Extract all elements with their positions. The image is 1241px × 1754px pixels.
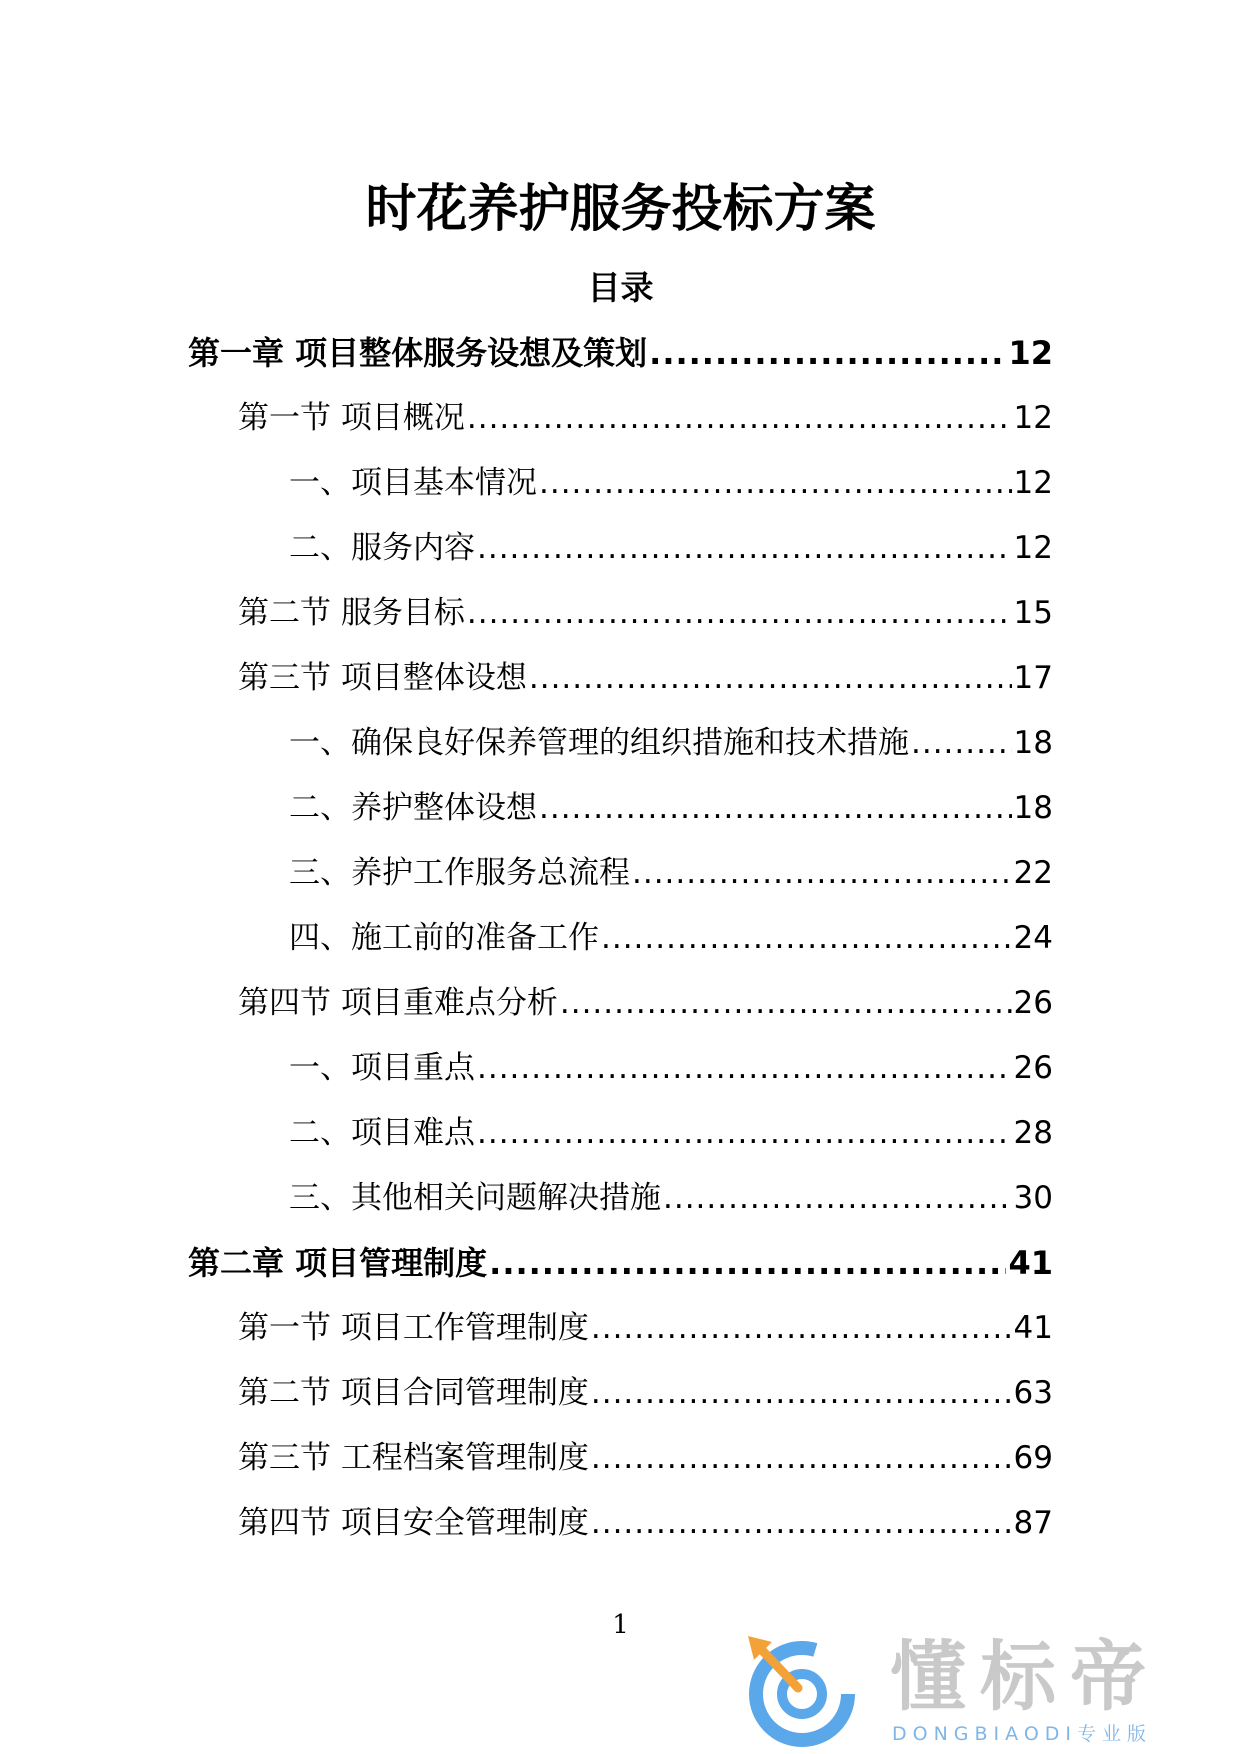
toc-entry-label: 第二节 项目合同管理制度 — [238, 1375, 589, 1411]
toc-entry-label: 第一节 项目概况 — [238, 400, 465, 436]
toc-entry-page: 63 — [1013, 1375, 1053, 1411]
toc-entry-page: 41 — [1013, 1310, 1053, 1346]
toc-leader-dots — [591, 1431, 1012, 1485]
toc-section-entry[interactable] — [188, 1301, 1053, 1366]
toc-leader-dots — [663, 1171, 1012, 1225]
toc-section-entry[interactable] — [188, 1496, 1053, 1561]
toc-entry-label: 第一节 项目工作管理制度 — [238, 1310, 589, 1346]
table-of-contents — [188, 326, 1053, 1561]
watermark — [740, 1630, 1220, 1750]
toc-section-entry[interactable] — [188, 976, 1053, 1041]
toc-entry-page: 22 — [1013, 855, 1053, 891]
toc-entry-label: 第四节 项目重难点分析 — [238, 985, 558, 1021]
toc-heading: 目录 — [587, 268, 654, 307]
toc-subsection-entry[interactable] — [188, 846, 1053, 911]
toc-leader-dots — [591, 1366, 1012, 1420]
toc-entry-label: 三、其他相关问题解决措施 — [289, 1180, 661, 1216]
toc-leader-dots — [601, 911, 1012, 965]
toc-entry-label: 一、项目重点 — [289, 1050, 475, 1086]
toc-chapter-entry[interactable] — [188, 326, 1053, 391]
toc-entry-page: 12 — [1013, 530, 1053, 566]
toc-leader-dots — [911, 716, 1012, 770]
toc-entry-label: 三、养护工作服务总流程 — [289, 855, 630, 891]
toc-entry-label: 第一章 项目整体服务设想及策划 — [188, 334, 648, 372]
watermark-tagline: DONGBIAODI专业版 — [892, 1723, 1153, 1745]
toc-leader-dots — [477, 1106, 1012, 1160]
toc-leader-dots — [591, 1496, 1012, 1550]
toc-entry-label: 一、项目基本情况 — [289, 465, 537, 501]
toc-entry-page: 30 — [1013, 1180, 1053, 1216]
toc-entry-page: 26 — [1013, 1050, 1053, 1086]
toc-entry-label: 第四节 项目安全管理制度 — [238, 1505, 589, 1541]
toc-chapter-entry[interactable] — [188, 1236, 1053, 1301]
toc-entry-page: 17 — [1013, 660, 1053, 696]
toc-subsection-entry[interactable] — [188, 781, 1053, 846]
toc-entry-page: 26 — [1013, 985, 1053, 1021]
toc-entry-label: 二、养护整体设想 — [289, 790, 537, 826]
toc-leader-dots — [529, 651, 1012, 705]
toc-leader-dots — [591, 1301, 1012, 1355]
toc-subsection-entry[interactable] — [188, 1041, 1053, 1106]
page-number: 1 — [612, 1610, 629, 1640]
toc-entry-page: 87 — [1013, 1505, 1053, 1541]
target-arrow-icon — [740, 1630, 860, 1750]
toc-entry-page: 24 — [1013, 920, 1053, 956]
toc-leader-dots — [467, 586, 1012, 640]
toc-subsection-entry[interactable] — [188, 716, 1053, 781]
toc-section-entry[interactable] — [188, 391, 1053, 456]
toc-subsection-entry[interactable] — [188, 911, 1053, 976]
toc-entry-page: 15 — [1013, 595, 1053, 631]
toc-entry-page: 18 — [1013, 790, 1053, 826]
toc-entry-label: 四、施工前的准备工作 — [289, 920, 599, 956]
toc-entry-page: 41 — [1008, 1244, 1053, 1282]
toc-leader-dots — [477, 521, 1012, 575]
toc-entry-page: 12 — [1013, 400, 1053, 436]
toc-leader-dots — [467, 391, 1012, 445]
toc-leader-dots — [560, 976, 1012, 1030]
toc-section-entry[interactable] — [188, 1366, 1053, 1431]
toc-entry-page: 18 — [1013, 725, 1053, 761]
toc-subsection-entry[interactable] — [188, 456, 1053, 521]
toc-entry-page: 12 — [1008, 334, 1053, 372]
toc-subsection-entry[interactable] — [188, 521, 1053, 586]
toc-entry-label: 第三节 项目整体设想 — [238, 660, 527, 696]
toc-entry-label: 二、服务内容 — [289, 530, 475, 566]
toc-entry-label: 一、确保良好保养管理的组织措施和技术措施 — [289, 725, 909, 761]
document-title: 时花养护服务投标方案 — [365, 180, 876, 239]
toc-subsection-entry[interactable] — [188, 1171, 1053, 1236]
toc-entry-page: 28 — [1013, 1115, 1053, 1151]
toc-leader-dots — [632, 846, 1012, 900]
toc-subsection-entry[interactable] — [188, 1106, 1053, 1171]
toc-entry-label: 第三节 工程档案管理制度 — [238, 1440, 589, 1476]
toc-leader-dots — [539, 456, 1012, 510]
toc-leader-dots — [477, 1041, 1012, 1095]
watermark-brand: 懂标帝 — [890, 1632, 1160, 1721]
toc-section-entry[interactable] — [188, 586, 1053, 651]
toc-leader-dots — [539, 781, 1012, 835]
toc-entry-page: 69 — [1013, 1440, 1053, 1476]
toc-section-entry[interactable] — [188, 651, 1053, 716]
toc-leader-dots — [649, 326, 1006, 380]
toc-entry-label: 二、项目难点 — [289, 1115, 475, 1151]
toc-section-entry[interactable] — [188, 1431, 1053, 1496]
toc-leader-dots — [489, 1236, 1006, 1290]
toc-entry-label: 第二章 项目管理制度 — [188, 1244, 488, 1282]
toc-entry-page: 12 — [1013, 465, 1053, 501]
toc-entry-label: 第二节 服务目标 — [238, 595, 465, 631]
